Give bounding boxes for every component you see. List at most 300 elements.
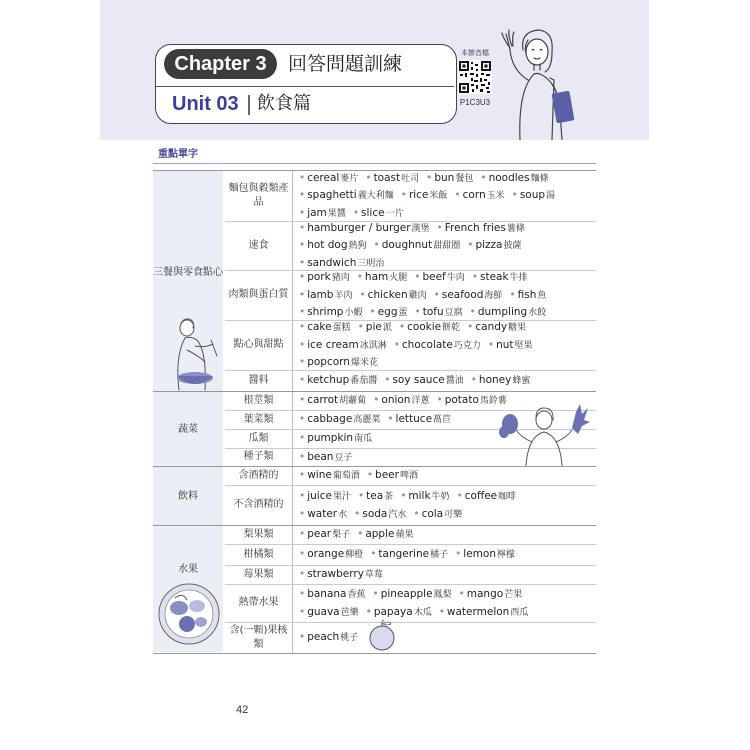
vocab-item	[436, 392, 506, 410]
bullet-icon: •	[365, 171, 372, 184]
word-line	[299, 629, 596, 647]
vocab-item	[299, 467, 360, 485]
bullet-icon: •	[384, 374, 391, 387]
word-list	[293, 526, 596, 544]
vocab-chinese: 爆米花	[350, 358, 378, 369]
vocab-item	[434, 287, 503, 305]
vocab-english: coffee	[464, 489, 498, 502]
vocab-chinese: 雞肉	[408, 290, 427, 301]
vocab-item	[358, 319, 392, 337]
vocab-item	[299, 546, 363, 564]
vocab-chinese: 水	[338, 509, 348, 520]
bullet-icon: •	[471, 271, 478, 284]
vocab-english: honey	[478, 374, 512, 387]
vocab-item	[400, 488, 449, 506]
vocab-item	[299, 392, 366, 410]
vocab-chinese: 小蝦	[344, 308, 363, 319]
vocab-item	[512, 187, 555, 205]
vocab-chinese: 豬肉	[331, 273, 350, 284]
category-label: 三餐與零食點心	[153, 267, 223, 278]
bullet-icon: •	[299, 171, 306, 184]
vocab-english: cookie	[407, 321, 442, 334]
bullet-icon: •	[470, 374, 477, 387]
vocab-chinese: 萵苣	[433, 415, 452, 426]
bullet-icon: •	[299, 413, 306, 426]
vocab-english: toast	[373, 171, 401, 184]
vocab-english: water	[307, 507, 338, 520]
vocab-english: pork	[307, 271, 331, 284]
section-rule	[153, 163, 596, 164]
vocab-chinese: 吐司	[401, 173, 420, 184]
peach-icon	[367, 618, 397, 652]
vocab-chinese: 番茄醬	[350, 376, 378, 387]
vocab-item	[299, 170, 358, 188]
word-list	[293, 271, 596, 320]
textbook-page	[100, 0, 649, 750]
vocab-chinese: 甜甜圈	[433, 241, 461, 252]
vocab-item	[299, 411, 380, 429]
bullet-icon: •	[299, 256, 306, 269]
chapter-label: Chapter 3	[164, 49, 277, 79]
vocab-chinese: 梨子	[332, 530, 351, 541]
bullet-icon: •	[365, 605, 372, 618]
vocab-english: onion	[381, 394, 411, 407]
bullet-icon: •	[299, 306, 306, 319]
bullet-icon: •	[413, 507, 420, 520]
word-list	[293, 171, 596, 221]
table-bottom-rule	[153, 653, 596, 654]
bullet-icon: •	[299, 338, 306, 351]
vocab-english: candy	[475, 321, 508, 334]
vocab-item	[471, 372, 531, 390]
word-line	[299, 586, 596, 604]
subcategory-label: 柑橘類	[225, 545, 293, 565]
vocab-item	[357, 269, 408, 287]
vocab-item	[299, 449, 352, 467]
bullet-icon: •	[480, 171, 487, 184]
vocab-chinese: 熱狗	[348, 241, 367, 252]
unit-separator	[248, 95, 250, 115]
bullet-icon: •	[393, 338, 400, 351]
title-divider	[156, 86, 454, 87]
subcategory-label: 熱帶水果	[225, 585, 293, 622]
word-line	[299, 506, 596, 524]
vocab-item	[387, 411, 451, 429]
vocab-chinese: 麵條	[530, 173, 549, 184]
vocab-item	[299, 430, 372, 448]
bullet-icon: •	[299, 271, 306, 284]
vocab-english: tea	[366, 489, 384, 502]
word-line	[299, 526, 596, 544]
vocab-chinese: 一片	[385, 208, 404, 219]
vocab-english: fish	[517, 288, 537, 301]
vocab-english: ketchup	[307, 374, 350, 387]
audio-code: P1C3U3	[459, 98, 491, 107]
vocab-item	[299, 604, 359, 622]
page-number: 42	[236, 704, 249, 716]
vocab-chinese: 可樂	[444, 509, 463, 520]
vocab-item	[358, 488, 393, 506]
bullet-icon: •	[299, 221, 306, 234]
word-list	[293, 321, 596, 370]
vocab-item	[299, 319, 351, 337]
vocab-english: shrimp	[307, 306, 344, 319]
audio-label: 本節音檔	[461, 49, 489, 57]
vocab-chinese: 牛奶	[431, 491, 450, 502]
vocab-chinese: 西瓜	[510, 607, 529, 618]
category-cell	[153, 392, 223, 466]
vocab-item	[299, 488, 351, 506]
section-title: 重點單字	[158, 149, 198, 160]
vocab-chinese: 芒果	[504, 589, 523, 600]
category-label: 水果	[178, 564, 198, 575]
vocab-chinese: 餅乾	[442, 323, 461, 334]
word-list	[293, 222, 596, 270]
vocab-english: pineapple	[380, 587, 433, 600]
bullet-icon: •	[454, 189, 461, 202]
word-line	[299, 488, 596, 506]
bullet-icon: •	[299, 548, 306, 561]
vocab-english: soda	[362, 507, 388, 520]
vocab-english: nut	[496, 338, 514, 351]
vocab-item	[426, 170, 473, 188]
vocab-item	[299, 220, 430, 238]
vocab-item	[299, 586, 366, 604]
word-line	[299, 287, 596, 305]
vocab-chinese: 冰淇淋	[359, 340, 387, 351]
vocab-english: pie	[365, 321, 382, 334]
vocab-chinese: 火腿	[389, 273, 408, 284]
vocab-chinese: 鳳梨	[433, 589, 452, 600]
vocab-english: juice	[307, 489, 332, 502]
vocab-chinese: 餐包	[455, 173, 474, 184]
vocab-english: French fries	[444, 221, 506, 234]
vocab-item	[480, 170, 548, 188]
vocab-english: lamb	[307, 288, 334, 301]
vocab-english: egg	[377, 306, 398, 319]
bullet-icon: •	[299, 239, 306, 252]
vocab-english: strawberry	[307, 568, 364, 581]
bullet-icon: •	[357, 321, 364, 334]
vocab-english: jam	[307, 206, 327, 219]
bullet-icon: •	[426, 171, 433, 184]
vocab-chinese: 醬油	[445, 376, 464, 387]
subcategory-label: 速食	[225, 222, 293, 270]
vocab-item	[439, 604, 529, 622]
vocab-english: popcorn	[307, 356, 350, 369]
vocab-english: banana	[307, 587, 347, 600]
vocab-english: ice cream	[307, 338, 359, 351]
vocab-chinese: 啤酒	[399, 471, 418, 482]
word-line	[299, 170, 596, 188]
vocab-item	[299, 566, 383, 584]
vocab-english: papaya	[373, 605, 413, 618]
bullet-icon: •	[357, 489, 365, 502]
word-line	[299, 372, 596, 390]
category-label: 飲料	[178, 490, 198, 502]
vocab-item	[299, 269, 350, 287]
vocab-chinese: 披薩	[503, 241, 522, 252]
bullet-icon: •	[511, 189, 518, 202]
qr-code-icon[interactable]	[458, 60, 492, 94]
bullet-icon: •	[369, 306, 376, 319]
chapter-title: 回答問題訓練	[288, 53, 403, 75]
vocab-chinese: 湯	[546, 191, 556, 202]
subcategory-label: 種子類	[225, 449, 293, 466]
bullet-icon: •	[299, 394, 306, 407]
vocab-english: dumpling	[477, 306, 528, 319]
bullet-icon: •	[299, 374, 306, 387]
vocab-english: spaghetti	[307, 189, 357, 202]
bullet-icon: •	[458, 587, 465, 600]
vocab-english: bun	[434, 171, 455, 184]
bullet-icon: •	[372, 587, 379, 600]
vocab-english: carrot	[307, 394, 339, 407]
vocab-chinese: 玉米	[486, 191, 505, 202]
vocab-item	[384, 372, 463, 390]
vocab-chinese: 葡萄酒	[332, 471, 360, 482]
subcategory-label: 葉菜類	[225, 411, 293, 429]
vegetables-woman-illustration	[498, 402, 590, 466]
bullet-icon: •	[467, 321, 474, 334]
vocab-english: lemon	[463, 548, 496, 561]
bullet-icon: •	[299, 321, 306, 334]
vocab-item	[488, 337, 533, 355]
vocab-english: hot dog	[307, 239, 348, 252]
subcategory-label: 莓果類	[225, 566, 293, 584]
bullet-icon: •	[400, 189, 407, 202]
vocab-chinese: 巧克力	[453, 340, 481, 351]
vocab-item	[299, 237, 367, 255]
word-line	[299, 337, 596, 355]
unit-title: 飲食篇	[257, 93, 311, 114]
vocab-english: mango	[466, 587, 504, 600]
vocab-english: chocolate	[401, 338, 453, 351]
bullet-icon: •	[356, 271, 363, 284]
vocab-chinese: 馬鈴薯	[479, 396, 507, 407]
vocab-chinese: 芭樂	[340, 607, 359, 618]
vocab-chinese: 木瓜	[413, 607, 432, 618]
vocab-chinese: 蜂蜜	[512, 376, 531, 387]
category-cell	[153, 467, 223, 525]
bullet-icon: •	[299, 605, 306, 618]
vocab-english: cake	[307, 321, 332, 334]
vocab-chinese: 咖啡	[498, 491, 517, 502]
vocab-chinese: 果醬	[327, 208, 346, 219]
bullet-icon: •	[354, 507, 361, 520]
vocab-english: hamburger / burger	[307, 221, 411, 234]
vocab-chinese: 水餃	[528, 308, 547, 319]
vocab-chinese: 薯條	[506, 223, 525, 234]
vocab-english: orange	[307, 548, 345, 561]
bullet-icon: •	[299, 587, 306, 600]
vocab-item	[394, 337, 481, 355]
vocab-item	[299, 629, 358, 647]
vocab-chinese: 三明治	[357, 258, 385, 269]
vocab-chinese: 桃子	[340, 633, 359, 644]
bullet-icon: •	[487, 338, 495, 351]
vocab-item	[299, 526, 350, 544]
subcategory-label: 不含酒精的	[225, 486, 293, 525]
subcategory-label: 瓜類	[225, 430, 293, 448]
vocab-english: slice	[361, 206, 385, 219]
vocab-english: rice	[408, 189, 429, 202]
bullet-icon: •	[387, 413, 394, 426]
word-list	[293, 585, 596, 622]
bullet-icon: •	[400, 489, 407, 502]
vocab-item	[299, 506, 347, 524]
vocab-chinese: 蛋糕	[332, 323, 351, 334]
bullet-icon: •	[414, 271, 421, 284]
vocab-english: cabbage	[307, 413, 353, 426]
vocab-item	[467, 237, 521, 255]
subcategory-label: 麵包與穀類產品	[225, 171, 293, 221]
bullet-icon: •	[456, 489, 463, 502]
subcategory-label: 梨果類	[225, 526, 293, 544]
vocab-english: beer	[375, 469, 399, 482]
vocab-english: beef	[422, 271, 446, 284]
vocab-item	[365, 170, 419, 188]
bullet-icon: •	[352, 206, 360, 219]
bullet-icon: •	[357, 528, 364, 541]
vocab-english: wine	[307, 469, 332, 482]
bullet-icon: •	[299, 288, 306, 301]
bullet-icon: •	[299, 356, 306, 369]
vocab-english: doughnut	[381, 239, 433, 252]
vocab-chinese: 牛排	[509, 273, 528, 284]
vocab-item	[354, 506, 406, 524]
vocab-chinese: 胡蘿蔔	[339, 396, 367, 407]
vocab-chinese: 香蕉	[347, 589, 366, 600]
vocab-english: pear	[307, 528, 332, 541]
bullet-icon: •	[299, 528, 306, 541]
word-line	[299, 467, 596, 485]
word-line	[299, 319, 596, 337]
bullet-icon: •	[469, 306, 476, 319]
word-list	[293, 486, 596, 525]
bullet-icon: •	[359, 288, 366, 301]
bullet-icon: •	[398, 321, 406, 334]
subcategory-label: 點心與甜點	[225, 321, 293, 370]
word-line	[299, 604, 596, 622]
bullet-icon: •	[373, 394, 380, 407]
vocab-english: corn	[462, 189, 486, 202]
bullet-icon: •	[370, 548, 377, 561]
word-list	[293, 623, 596, 653]
vocab-item	[414, 269, 465, 287]
vocab-english: potato	[444, 394, 479, 407]
word-list	[293, 371, 596, 391]
word-line	[299, 237, 596, 255]
vocab-item	[401, 187, 448, 205]
vocab-chinese: 魚	[537, 290, 547, 301]
vocab-english: steak	[479, 271, 509, 284]
vocab-english: soy sauce	[392, 374, 445, 387]
vocab-english: noodles	[488, 171, 530, 184]
bullet-icon: •	[509, 288, 516, 301]
word-list	[293, 467, 596, 485]
vocab-item	[509, 287, 546, 305]
vocab-item	[299, 372, 377, 390]
vocab-english: cola	[421, 507, 444, 520]
vocab-english: cereal	[307, 171, 340, 184]
bullet-icon: •	[373, 239, 380, 252]
vocab-item	[457, 488, 517, 506]
vocab-chinese: 高麗菜	[353, 415, 381, 426]
unit-label: Unit 03	[172, 93, 239, 115]
vocab-item	[299, 287, 352, 305]
bullet-icon: •	[299, 206, 306, 219]
vocab-chinese: 堅果	[514, 340, 533, 351]
baking-woman-illustration	[161, 316, 225, 392]
word-list	[293, 545, 596, 565]
subcategory-label: 含酒精的	[225, 467, 293, 485]
vocab-english: milk	[408, 489, 431, 502]
vocab-chinese: 汽水	[388, 509, 407, 520]
vocab-item	[299, 187, 394, 205]
vocab-chinese: 茶	[384, 491, 394, 502]
category-label: 蔬菜	[178, 423, 198, 435]
subcategory-label: 含(一顆)果核類	[225, 623, 293, 653]
vocab-item	[373, 586, 452, 604]
vocab-chinese: 牛肉	[446, 273, 465, 284]
vocab-chinese: 果汁	[332, 491, 351, 502]
vocab-item	[359, 287, 426, 305]
bullet-icon: •	[467, 239, 474, 252]
vocab-english: chicken	[367, 288, 408, 301]
vocab-chinese: 派	[382, 323, 392, 334]
vocab-chinese: 米飯	[429, 191, 448, 202]
bullet-icon: •	[433, 288, 440, 301]
word-list	[293, 566, 596, 584]
vocab-item	[374, 237, 461, 255]
waving-woman-illustration	[490, 20, 585, 140]
vocab-chinese: 橘子	[430, 550, 449, 561]
vocab-chinese: 草莓	[364, 570, 383, 581]
vocab-chinese: 豆子	[334, 452, 353, 463]
vocab-item	[367, 467, 418, 485]
bullet-icon: •	[299, 450, 306, 463]
vocab-chinese: 麥片	[340, 173, 359, 184]
vocab-english: bean	[307, 450, 334, 463]
word-line	[299, 187, 596, 205]
vocab-chinese: 糖果	[508, 323, 527, 334]
vocab-item	[373, 392, 429, 410]
bullet-icon: •	[414, 306, 421, 319]
vocab-item	[370, 546, 448, 564]
bullet-icon: •	[299, 469, 306, 482]
vocab-english: tangerine	[378, 548, 430, 561]
bullet-icon: •	[455, 548, 462, 561]
vocab-item	[467, 319, 526, 337]
word-line	[299, 546, 596, 564]
vocab-english: watermelon	[446, 605, 510, 618]
vocab-item	[413, 506, 462, 524]
vocab-chinese: 漢堡	[411, 223, 430, 234]
word-line	[299, 566, 596, 584]
vocab-chinese: 柳橙	[345, 550, 364, 561]
vocab-english: guava	[307, 605, 340, 618]
vocab-english: apple	[365, 528, 395, 541]
vocab-english: lettuce	[395, 413, 433, 426]
vocab-chinese: 義大利麵	[357, 191, 394, 202]
word-line	[299, 269, 596, 287]
vocab-english: sandwich	[307, 256, 357, 269]
vocab-item	[454, 187, 504, 205]
subcategory-label: 醬料	[225, 371, 293, 391]
vocab-english: seafood	[441, 288, 484, 301]
vocab-chinese: 蘋果	[395, 530, 414, 541]
